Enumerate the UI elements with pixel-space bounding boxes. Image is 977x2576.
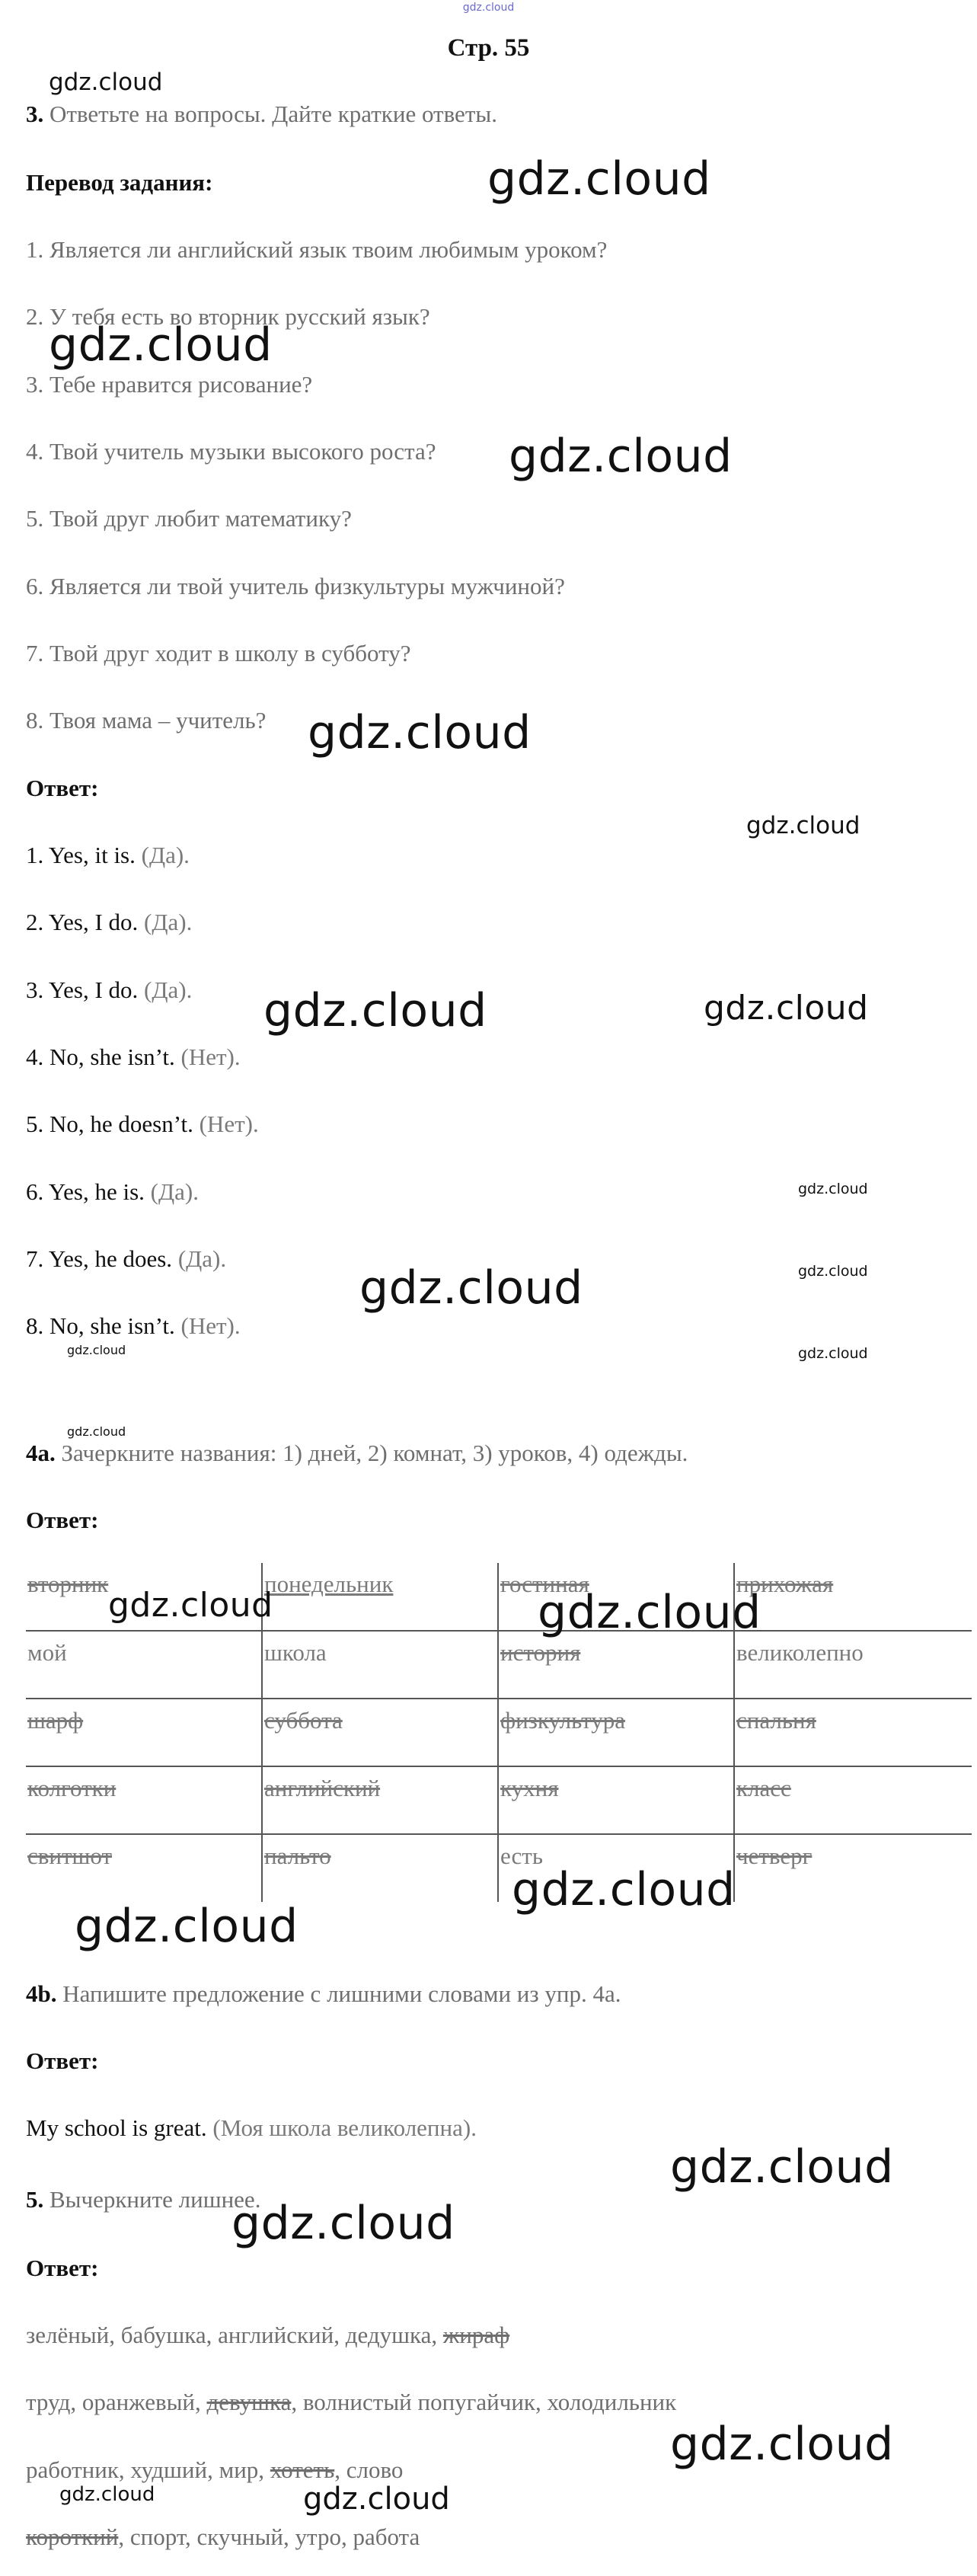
cell-text: класс — [736, 1775, 791, 1801]
cell-text: свитшот — [27, 1843, 113, 1869]
answer-english: Yes, I do. — [48, 976, 139, 1003]
watermark: gdz.cloud — [798, 1263, 868, 1280]
question-6: 6. Является ли твой учитель физкультуры мужчиной? — [26, 573, 565, 599]
question-7: 7. Твой друг ходит в школу в субботу? — [26, 640, 411, 666]
exercise-4b-task — [26, 1980, 621, 2008]
watermark: gdz.cloud — [308, 706, 532, 759]
watermark: gdz.cloud — [75, 1900, 299, 1953]
watermark: gdz.cloud — [704, 989, 869, 1028]
watermark: gdz.cloud — [359, 1261, 583, 1315]
table-cell — [26, 1834, 262, 1902]
table-cell — [734, 1631, 972, 1699]
answer-5 — [26, 1111, 259, 1138]
watermark: gdz.cloud — [67, 1343, 126, 1357]
answer-4 — [26, 1044, 241, 1071]
watermark: gdz.cloud — [670, 2140, 894, 2194]
words-after: , спорт, скучный, утро, работа — [118, 2523, 420, 2550]
answer-number: 2. — [26, 909, 44, 935]
words-after: , волнистый попугайчик, холодильник — [291, 2389, 677, 2415]
watermark: gdz.cloud — [512, 1863, 736, 1916]
cell-text: суббота — [264, 1707, 343, 1734]
cell-text: английский — [264, 1775, 381, 1801]
cell-text: гостиная — [500, 1571, 589, 1597]
answer-number: 8. — [26, 1312, 44, 1339]
watermark: gdz.cloud — [108, 1586, 273, 1625]
table-cell — [498, 1699, 734, 1766]
watermark: gdz.cloud — [798, 1345, 868, 1362]
top-watermark: gdz.cloud — [462, 2, 515, 14]
answer-number: 5. — [26, 1111, 44, 1137]
exercise-3-task — [26, 101, 497, 128]
answer-heading-4a: Ответ: — [26, 1507, 99, 1533]
watermark: gdz.cloud — [746, 812, 860, 839]
answer-english: No, he doesn’t. — [49, 1111, 193, 1137]
table-cell — [262, 1766, 498, 1834]
cell-text: история — [500, 1639, 581, 1666]
table-row — [26, 1631, 972, 1699]
exercise-number: 4b. — [26, 1980, 57, 2007]
watermark: gdz.cloud — [538, 1586, 761, 1639]
answer-english: Yes, he does. — [48, 1245, 173, 1272]
words-before: труд, оранжевый, — [26, 2389, 207, 2415]
watermark: gdz.cloud — [798, 1181, 868, 1197]
answer-russian: (Да). — [144, 909, 193, 935]
exercise-task-text: Ответьте на вопросы. Дайте краткие ответы. — [49, 101, 497, 127]
answer-english: No, she isn’t. — [49, 1312, 175, 1339]
answer-russian: (Моя школа великолепна). — [212, 2114, 477, 2141]
answer-number: 1. — [26, 842, 44, 868]
word-line-4 — [26, 2523, 420, 2551]
answer-russian: (Нет). — [199, 1111, 259, 1137]
answer-heading-3: Ответ: — [26, 775, 99, 801]
question-3: 3. Тебе нравится рисование? — [26, 371, 313, 398]
cell-text: пальто — [264, 1843, 331, 1869]
watermark: gdz.cloud — [231, 2197, 455, 2250]
page-title: Стр. 55 — [447, 34, 530, 62]
watermark: gdz.cloud — [67, 1424, 126, 1439]
word-line-3 — [26, 2456, 403, 2484]
table-row — [26, 1766, 972, 1834]
struck-word: хотеть — [270, 2456, 335, 2483]
answer-1 — [26, 842, 190, 869]
answer-8 — [26, 1312, 241, 1340]
answer-heading-4b: Ответ: — [26, 2047, 99, 2074]
table-cell — [26, 1631, 262, 1699]
answer-4b — [26, 2114, 477, 2142]
table-cell — [262, 1563, 498, 1631]
table-row — [26, 1699, 972, 1766]
watermark: gdz.cloud — [487, 152, 711, 206]
cell-text: есть — [500, 1843, 543, 1869]
answer-english: Yes, he is. — [48, 1178, 145, 1205]
cell-text: прихожая — [736, 1571, 834, 1597]
watermark: gdz.cloud — [509, 430, 733, 483]
answer-russian: (Нет). — [180, 1312, 241, 1339]
cell-text: мой — [27, 1639, 67, 1666]
watermark: gdz.cloud — [263, 984, 487, 1037]
answer-7 — [26, 1245, 226, 1273]
answer-english: Yes, it is. — [48, 842, 136, 868]
exercise-number: 3. — [26, 101, 44, 127]
cell-text: спальня — [736, 1707, 816, 1734]
answer-heading-5: Ответ: — [26, 2255, 99, 2281]
cell-text: физкультура — [500, 1707, 626, 1734]
answer-russian: (Да). — [144, 976, 193, 1003]
table-cell — [262, 1834, 498, 1902]
table-cell — [262, 1631, 498, 1699]
watermark: gdz.cloud — [49, 318, 273, 372]
question-2: 2. У тебя есть во вторник русский язык? — [26, 303, 430, 330]
question-8: 8. Твоя мама – учитель? — [26, 707, 267, 733]
table-cell — [734, 1766, 972, 1834]
question-4: 4. Твой учитель музыки высокого роста? — [26, 438, 436, 465]
answer-3 — [26, 976, 192, 1004]
answer-english: My school is great. — [26, 2114, 207, 2141]
cell-text: понедельник — [264, 1571, 394, 1597]
answer-russian: (Да). — [177, 1245, 227, 1272]
answer-number: 3. — [26, 976, 44, 1003]
words-before: зелёный, бабушка, английский, дедушка, — [26, 2322, 443, 2348]
exercise-task-text: Зачеркните названия: 1) дней, 2) комнат, 3) уроков, 4) одежды. — [61, 1440, 688, 1466]
word-line-2 — [26, 2389, 676, 2416]
table-cell — [498, 1766, 734, 1834]
table-row — [26, 1834, 972, 1902]
exercise-number: 5. — [26, 2186, 44, 2213]
question-5: 5. Твой друг любит математику? — [26, 505, 352, 532]
table-cell — [26, 1699, 262, 1766]
answer-english: No, she isn’t. — [49, 1044, 175, 1070]
answer-number: 6. — [26, 1178, 44, 1205]
exercise-number: 4a. — [26, 1440, 56, 1466]
table-cell — [498, 1631, 734, 1699]
struck-word: короткий — [26, 2523, 119, 2550]
cell-text: великолепно — [736, 1639, 864, 1666]
answer-number: 4. — [26, 1044, 44, 1070]
table-cell — [734, 1563, 972, 1631]
cell-text: шарф — [27, 1707, 84, 1734]
struck-word: жираф — [442, 2322, 510, 2348]
cell-text: школа — [264, 1639, 327, 1666]
table-cell — [734, 1699, 972, 1766]
answer-russian: (Нет). — [180, 1044, 241, 1070]
answer-russian: (Да). — [150, 1178, 199, 1205]
cell-text: четверг — [736, 1843, 813, 1869]
translation-heading: Перевод задания: — [26, 169, 213, 196]
exercise-4a-task — [26, 1440, 688, 1467]
watermark: gdz.cloud — [59, 2483, 155, 2506]
cell-text: колготки — [27, 1775, 117, 1801]
answer-english: Yes, I do. — [48, 909, 139, 935]
table-cell — [734, 1834, 972, 1902]
words-after: , слово — [334, 2456, 404, 2483]
answer-russian: (Да). — [141, 842, 190, 868]
watermark: gdz.cloud — [670, 2418, 894, 2471]
answer-6 — [26, 1178, 199, 1206]
answer-2 — [26, 909, 192, 936]
exercise-5-task — [26, 2186, 260, 2213]
word-line-1 — [26, 2322, 509, 2349]
watermark: gdz.cloud — [303, 2482, 450, 2517]
table-cell — [262, 1699, 498, 1766]
answer-number: 7. — [26, 1245, 44, 1272]
watermark: gdz.cloud — [49, 69, 163, 96]
exercise-task-text: Вычеркните лишнее. — [49, 2186, 261, 2213]
exercise-task-text: Напишите предложение с лишними словами из упр. 4а. — [62, 1980, 621, 2007]
cell-text: кухня — [500, 1775, 559, 1801]
words-before: работник, худший, мир, — [26, 2456, 270, 2483]
cell-text: вторник — [27, 1571, 109, 1597]
question-1: 1. Является ли английский язык твоим любимым уроком? — [26, 236, 608, 263]
table-cell — [26, 1766, 262, 1834]
struck-word: девушка — [206, 2389, 292, 2415]
